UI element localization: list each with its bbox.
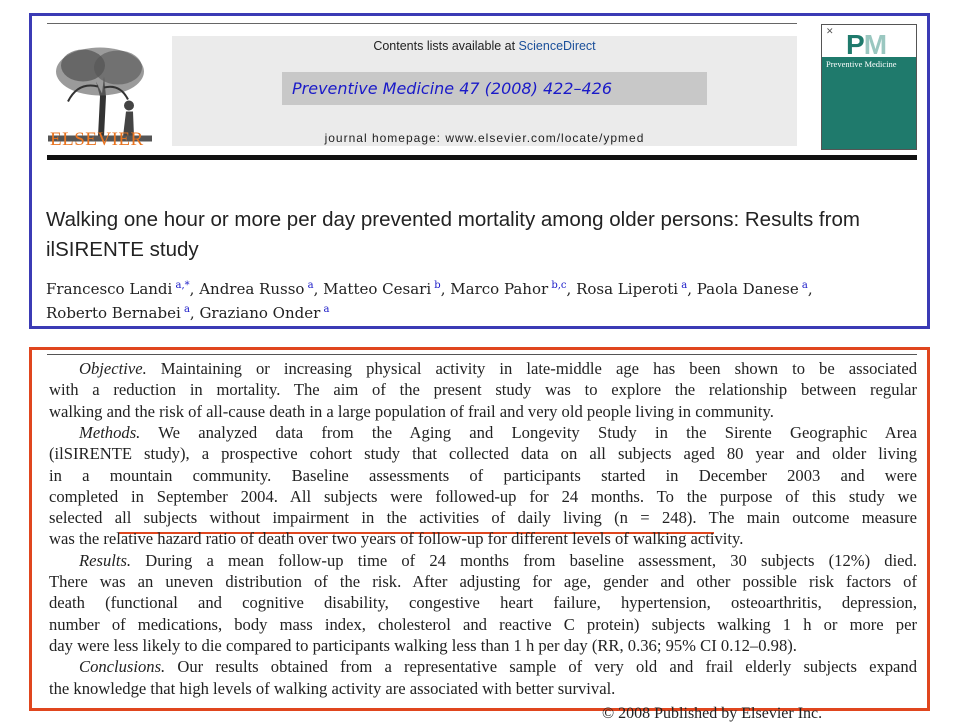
abstract-line-text: walking and the risk of all-cause death in a large population of frail and very old people living in community. bbox=[49, 401, 774, 421]
contents-available-line bbox=[172, 39, 797, 53]
publisher-wordmark: ELSEVIER bbox=[50, 129, 144, 150]
author-separator: , bbox=[807, 280, 813, 298]
author-separator: , bbox=[189, 304, 200, 322]
author-separator: , bbox=[189, 280, 200, 298]
journal-info-box bbox=[172, 36, 797, 146]
abstract-section-label: Methods. bbox=[79, 422, 141, 442]
cover-logo-m: M bbox=[863, 29, 887, 60]
author-affiliation-mark[interactable]: b bbox=[431, 280, 441, 291]
author-affiliation-mark[interactable]: a bbox=[798, 280, 808, 291]
author-affiliation-mark[interactable]: a bbox=[678, 280, 688, 291]
abstract-line-text: day were less likely to die compared to participants walking less than 1 h per day (RR, 0.36; 95% CI 0.12–0.98). bbox=[49, 635, 797, 655]
abstract-line-text: was the relative hazard ratio of death over two years of follow-up for different levels of walking activity. bbox=[49, 529, 744, 549]
abstract-line-text: selected all subjects without impairment in the activities of daily living (n = 248). The main outcome measure bbox=[49, 508, 917, 528]
author-affiliation-mark[interactable]: b,c bbox=[548, 280, 567, 291]
abstract-section-label: Objective. bbox=[79, 359, 147, 378]
header-bottom-rule bbox=[47, 155, 917, 160]
abstract-frame bbox=[29, 347, 930, 722]
abstract-line bbox=[49, 379, 917, 400]
abstract-line bbox=[49, 571, 917, 592]
author-name[interactable]: Paola Danese bbox=[696, 280, 799, 298]
author-name[interactable]: Marco Pahor bbox=[450, 280, 549, 298]
author-name[interactable]: Andrea Russo bbox=[199, 280, 305, 298]
abstract-line-text: in a mountain community. Baseline assessments of participants started in December 2003 and were bbox=[49, 465, 917, 485]
sciencedirect-link[interactable]: ScienceDirect bbox=[518, 39, 596, 53]
abstract-line bbox=[49, 592, 917, 613]
abstract-line bbox=[49, 507, 917, 528]
author-affiliation-mark[interactable]: a bbox=[320, 304, 330, 315]
author-affiliation-mark[interactable]: a,* bbox=[172, 280, 190, 291]
journal-homepage[interactable]: journal homepage: www.elsevier.com/locate/ypmed bbox=[324, 131, 645, 145]
article-header-frame bbox=[29, 13, 930, 329]
abstract-line-text: death (functional and cognitive disability, congestive heart failure, hypertension, osteoarthritis, depression, bbox=[49, 593, 917, 613]
abstract-line bbox=[49, 401, 917, 422]
cover-logo-p: P bbox=[846, 29, 864, 60]
abstract-line bbox=[49, 443, 917, 464]
abstract-line bbox=[49, 635, 917, 656]
abstract-line-text: (ilSIRENTE study), a prospective cohort study that collected data on all subjects aged 80 year and older living bbox=[49, 444, 917, 464]
paper-title: Walking one hour or more per day prevented mortality among older persons: Results from ilSIRENTE study bbox=[46, 208, 860, 261]
abstract-line-text: We analyzed data from the Aging and Longevity Study in the Sirente Geographic Area bbox=[140, 422, 917, 442]
abstract-line bbox=[49, 678, 917, 699]
author-name[interactable]: Rosa Liperoti bbox=[576, 280, 679, 298]
journal-cover-thumbnail bbox=[821, 24, 917, 150]
author-list bbox=[46, 277, 926, 325]
abstract-line-text: There was an uneven distribution of the risk. After adjusting for age, gender and other possible risk factors of bbox=[49, 572, 917, 591]
journal-citation: Preventive Medicine 47 (2008) 422–426 bbox=[292, 79, 613, 98]
abstract-line-text: Maintaining or increasing physical activity in late-middle age has been shown to be associated bbox=[146, 359, 917, 378]
author-name[interactable]: Matteo Cesari bbox=[323, 280, 432, 298]
abstract-line-text: number of medications, body mass index, cholesterol and reactive C protein) subjects walking 1 h or more per bbox=[49, 614, 917, 634]
citation-highlight bbox=[282, 72, 707, 105]
author-separator: , bbox=[566, 280, 577, 298]
abstract-top-rule bbox=[47, 354, 917, 355]
abstract-section-label: Conclusions. bbox=[79, 657, 166, 677]
abstract-line-text: Our results obtained from a representative sample of very old and frail elderly subjects expand bbox=[165, 657, 917, 677]
abstract-line-text: completed in September 2004. All subjects were followed-up for 24 months. To the purpose of this study we bbox=[49, 486, 917, 506]
abstract-line bbox=[79, 656, 917, 677]
author-affiliation-mark[interactable]: a bbox=[304, 280, 314, 291]
author-separator: , bbox=[313, 280, 324, 298]
abstract-line bbox=[79, 358, 917, 379]
abstract-line bbox=[49, 486, 917, 507]
abstract-line bbox=[79, 550, 917, 571]
abstract-section-label: Results. bbox=[79, 550, 132, 570]
author-separator: , bbox=[687, 280, 697, 298]
abstract-line-text: with a reduction in mortality. The aim of the present study was to explore the relationship between regular bbox=[49, 380, 917, 400]
cover-journal-name: Preventive Medicine bbox=[826, 59, 897, 69]
author-separator: , bbox=[440, 280, 451, 298]
header-top-rule bbox=[47, 23, 797, 24]
abstract-line bbox=[79, 422, 917, 443]
abstract-line bbox=[49, 465, 917, 486]
abstract-line bbox=[49, 528, 917, 549]
abstract-line-text: During a mean follow-up time of 24 months from baseline assessment, 30 subjects (12%) died. bbox=[131, 550, 917, 570]
contents-prefix: Contents lists available at bbox=[373, 39, 519, 53]
copyright-line: © 2008 Published by Elsevier Inc. bbox=[602, 705, 823, 722]
author-name[interactable]: Graziano Onder bbox=[199, 304, 321, 322]
abstract-line bbox=[49, 614, 917, 635]
author-name[interactable]: Roberto Bernabei bbox=[46, 304, 181, 322]
author-affiliation-mark[interactable]: a bbox=[180, 304, 190, 315]
author-name[interactable]: Francesco Landi bbox=[46, 280, 173, 298]
cover-pm-logo bbox=[846, 29, 886, 61]
cover-corner-mark-icon: ✕ bbox=[826, 27, 834, 37]
abstract-line-text: the knowledge that high levels of walking activity are associated with better survival. bbox=[49, 678, 616, 698]
